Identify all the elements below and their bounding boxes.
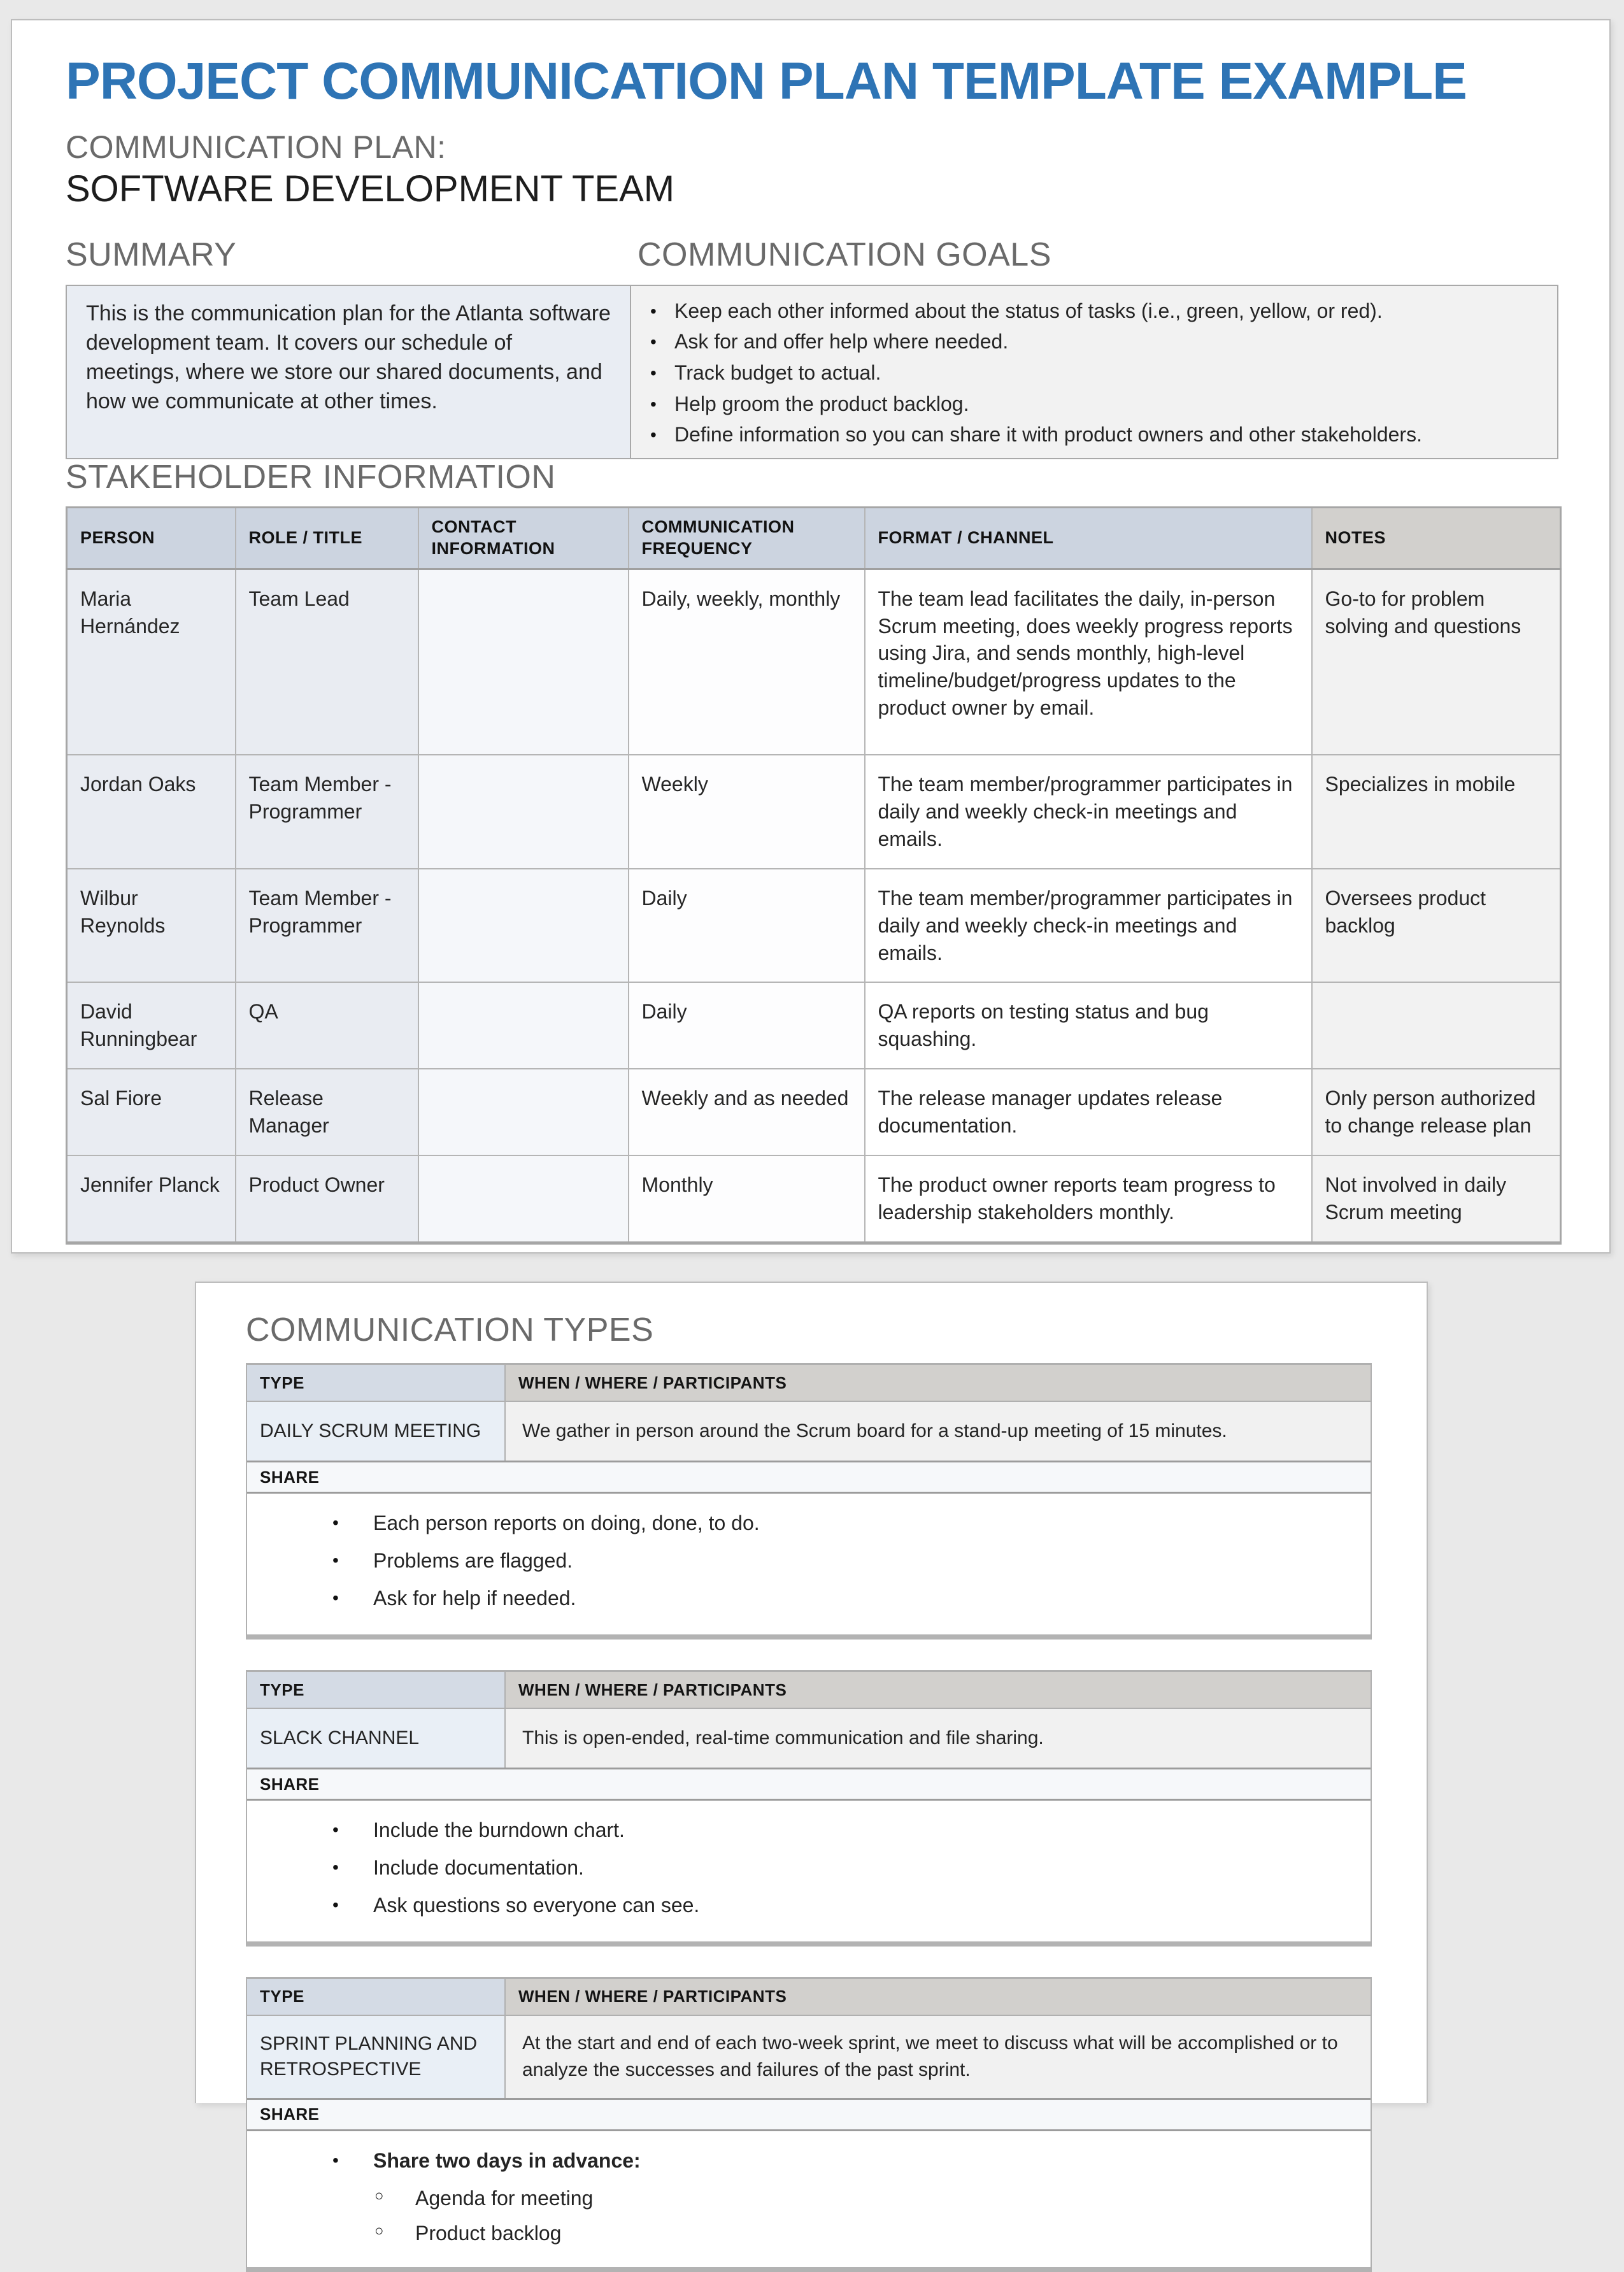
cell-frequency: Daily	[629, 982, 865, 1069]
share-sub-text: Agenda for meeting	[415, 2186, 594, 2210]
share-list	[247, 1801, 1371, 1941]
share-text: Include the burndown chart.	[373, 1818, 625, 1842]
cell-contact	[418, 569, 629, 755]
communication-type-block-slack	[246, 1670, 1372, 1947]
bullet-icon: •	[332, 2150, 339, 2170]
document-page-2	[195, 1282, 1428, 2245]
list-item	[332, 1585, 1345, 1611]
cell-role: Team Member - Programmer	[236, 755, 418, 869]
goals-heading: COMMUNICATION GOALS	[637, 236, 1051, 274]
list-item	[332, 1817, 1345, 1843]
block-header-row	[247, 1672, 1371, 1709]
type-name: SPRINT PLANNING AND RETROSPECTIVE	[247, 2016, 506, 2098]
table-header-row	[67, 507, 1561, 569]
cell-format: The team member/programmer participates in daily and weekly check-in meetings and emails.	[865, 755, 1312, 869]
column-header-format: FORMAT / CHANNEL	[865, 507, 1312, 569]
communication-type-block-daily-scrum	[246, 1363, 1372, 1640]
cell-role: Product Owner	[236, 1155, 418, 1243]
summary-column	[66, 237, 631, 459]
communication-type-block-sprint-planning	[246, 1977, 1372, 2272]
sub-list-item	[374, 2220, 1345, 2247]
share-text: Each person reports on doing, done, to do.	[373, 1511, 760, 1535]
table-row	[67, 569, 1561, 755]
table-row	[67, 982, 1561, 1069]
list-item	[650, 329, 1541, 355]
cell-person: Jennifer Planck	[67, 1155, 236, 1243]
table-row	[67, 1069, 1561, 1155]
when-description: At the start and end of each two-week sprint, we meet to discuss what will be accomplished or to analyze the successes and failures of the past sprint.	[506, 2016, 1371, 2098]
when-description: We gather in person around the Scrum board for a stand-up meeting of 15 minutes.	[506, 1402, 1371, 1461]
type-column-header: TYPE	[247, 1672, 506, 1708]
bullet-icon: •	[332, 1588, 339, 1608]
bullet-icon: •	[332, 1550, 339, 1571]
share-list	[247, 1494, 1371, 1634]
cell-role: Team Member - Programmer	[236, 869, 418, 983]
goal-text: Define information so you can share it with product owners and other stakeholders.	[674, 423, 1422, 447]
when-column-header: WHEN / WHERE / PARTICIPANTS	[506, 1672, 1371, 1708]
cell-format: The team member/programmer participates in daily and weekly check-in meetings and emails.	[865, 869, 1312, 983]
bullet-icon: •	[650, 425, 657, 445]
summary-box	[66, 285, 631, 459]
sub-list-item	[374, 2185, 1345, 2211]
page-title: PROJECT COMMUNICATION PLAN TEMPLATE EXAMPLE	[66, 52, 1467, 110]
goals-box	[630, 285, 1558, 459]
list-item	[332, 1510, 1345, 1536]
summary-heading: SUMMARY	[66, 236, 237, 274]
block-header-row	[247, 1365, 1371, 1402]
circle-bullet-icon: ○	[374, 2187, 384, 2204]
column-header-contact: CONTACT INFORMATION	[418, 507, 629, 569]
block-body-row	[247, 2016, 1371, 2098]
cell-contact	[418, 755, 629, 869]
column-header-notes: NOTES	[1312, 507, 1561, 569]
stakeholder-table	[66, 506, 1562, 1245]
stakeholder-heading: STAKEHOLDER INFORMATION	[66, 458, 556, 496]
bullet-icon: •	[650, 332, 657, 352]
column-header-person: PERSON	[67, 507, 236, 569]
bullet-icon: •	[650, 301, 657, 321]
cell-notes: Only person authorized to change release plan	[1312, 1069, 1561, 1155]
share-text: Ask questions so everyone can see.	[373, 1893, 700, 1917]
cell-frequency: Weekly and as needed	[629, 1069, 865, 1155]
list-item	[650, 392, 1541, 417]
column-header-role: ROLE / TITLE	[236, 507, 418, 569]
type-column-header: TYPE	[247, 1979, 506, 2015]
cell-format: The release manager updates release documentation.	[865, 1069, 1312, 1155]
bullet-icon: •	[332, 1820, 339, 1840]
cell-role: Release Manager	[236, 1069, 418, 1155]
cell-notes: Go-to for problem solving and questions	[1312, 569, 1561, 755]
type-name: SLACK CHANNEL	[247, 1709, 506, 1768]
share-text: Problems are flagged.	[373, 1549, 573, 1573]
cell-person: Jordan Oaks	[67, 755, 236, 869]
cell-format: The product owner reports team progress to leadership stakeholders monthly.	[865, 1155, 1312, 1243]
type-name: DAILY SCRUM MEETING	[247, 1402, 506, 1461]
when-column-header: WHEN / WHERE / PARTICIPANTS	[506, 1979, 1371, 2015]
communication-types-heading: COMMUNICATION TYPES	[246, 1311, 654, 1348]
share-sub-text: Product backlog	[415, 2221, 562, 2245]
list-item	[332, 1548, 1345, 1574]
share-label: SHARE	[247, 1461, 1371, 1494]
cell-notes: Not involved in daily Scrum meeting	[1312, 1155, 1561, 1243]
plan-label: COMMUNICATION PLAN:	[66, 129, 446, 165]
share-text: Ask for help if needed.	[373, 1587, 576, 1610]
goal-text: Keep each other informed about the status of tasks (i.e., green, yellow, or red).	[674, 299, 1383, 322]
table-row	[67, 755, 1561, 869]
bullet-icon: •	[332, 1513, 339, 1533]
cell-frequency: Daily	[629, 869, 865, 983]
when-description: This is open-ended, real-time communication and file sharing.	[506, 1709, 1371, 1768]
list-item	[650, 299, 1541, 324]
cell-format: QA reports on testing status and bug squashing.	[865, 982, 1312, 1069]
goal-text: Help groom the product backlog.	[674, 392, 969, 415]
goals-list	[650, 299, 1541, 448]
cell-contact	[418, 1069, 629, 1155]
document-page-1	[11, 19, 1611, 1254]
cell-format: The team lead facilitates the daily, in-person Scrum meeting, does weekly progress reports using Jira, and sends monthly, high-level timeline/budget/progress updates to the product owner by email.	[865, 569, 1312, 755]
bullet-icon: •	[650, 394, 657, 414]
cell-role: QA	[236, 982, 418, 1069]
cell-frequency: Weekly	[629, 755, 865, 869]
list-item	[332, 2148, 1345, 2174]
circle-bullet-icon: ○	[374, 2222, 384, 2240]
share-label: SHARE	[247, 1768, 1371, 1801]
list-item	[332, 1892, 1345, 1918]
type-column-header: TYPE	[247, 1365, 506, 1401]
bullet-icon: •	[332, 1894, 339, 1915]
table-row	[67, 869, 1561, 983]
share-text: Include documentation.	[373, 1855, 584, 1879]
cell-notes: Oversees product backlog	[1312, 869, 1561, 983]
share-list	[247, 2131, 1371, 2267]
goal-text: Ask for and offer help where needed.	[674, 330, 1009, 354]
summary-goals-row	[66, 237, 1558, 459]
share-text-bold: Share two days in advance:	[373, 2148, 641, 2172]
list-item	[332, 1855, 1345, 1881]
cell-frequency: Monthly	[629, 1155, 865, 1243]
cell-person: Wilbur Reynolds	[67, 869, 236, 983]
block-body-row	[247, 1402, 1371, 1461]
goal-text: Track budget to actual.	[674, 361, 881, 384]
bullet-icon: •	[650, 362, 657, 383]
cell-contact	[418, 1155, 629, 1243]
cell-contact	[418, 869, 629, 983]
cell-contact	[418, 982, 629, 1069]
bullet-icon: •	[332, 1857, 339, 1877]
list-item	[650, 361, 1541, 386]
cell-role: Team Lead	[236, 569, 418, 755]
table-row	[67, 1155, 1561, 1243]
share-label: SHARE	[247, 2098, 1371, 2131]
list-item	[650, 422, 1541, 448]
block-body-row	[247, 1709, 1371, 1768]
block-header-row	[247, 1979, 1371, 2016]
cell-person: David Runningbear	[67, 982, 236, 1069]
when-column-header: WHEN / WHERE / PARTICIPANTS	[506, 1365, 1371, 1401]
goals-column	[630, 237, 1558, 459]
team-name: SOFTWARE DEVELOPMENT TEAM	[66, 168, 675, 210]
cell-person: Sal Fiore	[67, 1069, 236, 1155]
cell-frequency: Daily, weekly, monthly	[629, 569, 865, 755]
column-header-frequency: COMMUNICATION FREQUENCY	[629, 507, 865, 569]
cell-notes: Specializes in mobile	[1312, 755, 1561, 869]
summary-text: This is the communication plan for the Atlanta software development team. It covers our schedule of meetings, where we store our shared documents, and how we communicate at other times.	[86, 301, 611, 414]
cell-person: Maria Hernández	[67, 569, 236, 755]
cell-notes	[1312, 982, 1561, 1069]
